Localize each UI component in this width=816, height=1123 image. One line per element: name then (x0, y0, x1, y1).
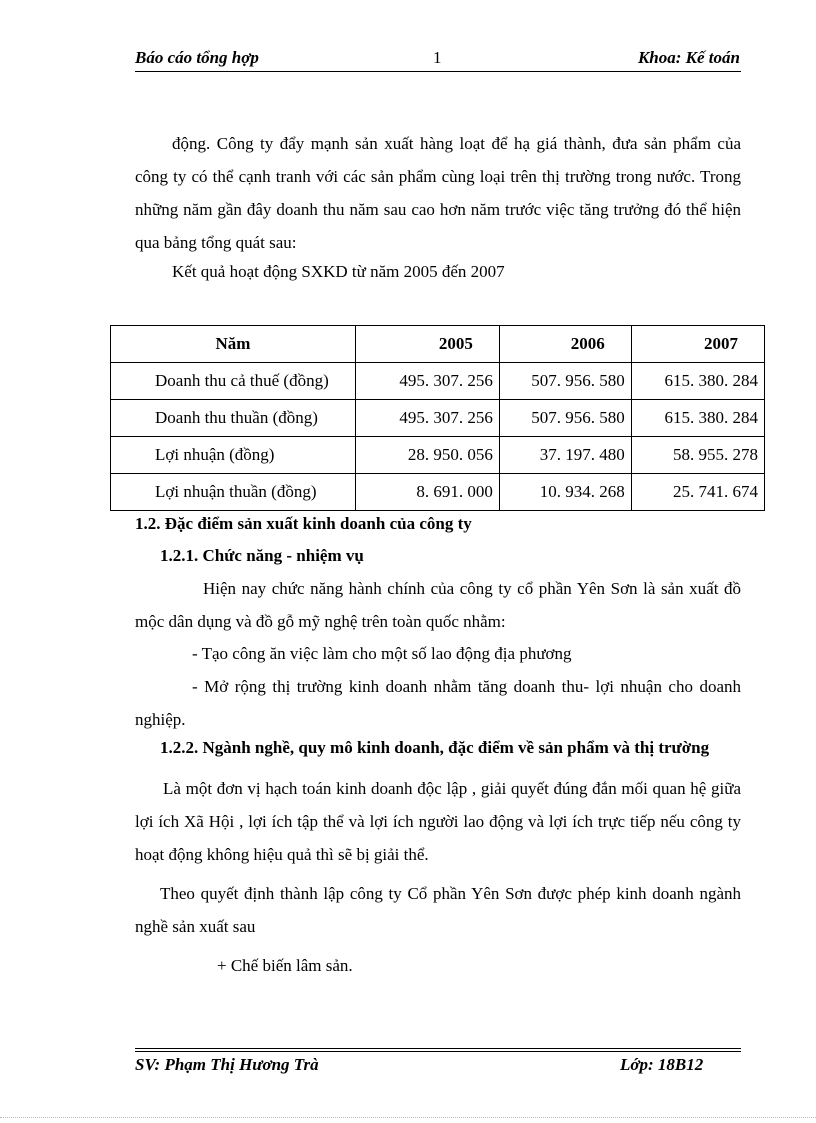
cell-2007: 25. 741. 674 (631, 474, 764, 511)
subsection-2-paragraph-1: Là một đơn vị hạch toán kinh doanh độc lập , giải quyết đúng đắn mối quan hệ giữa lợi ích Xã Hội , lợi ích tập thể và lợi ích người lao động và lợi ích trực tiếp nếu công ty hoạt động không hiệu quả thì sẽ bị giải thể. (135, 779, 741, 864)
footer-rule-inner (135, 1051, 741, 1052)
cell-2005: 495. 307. 256 (355, 363, 499, 400)
row-label: Doanh thu thuần (đồng) (111, 400, 356, 437)
cell-2007: 58. 955. 278 (631, 437, 764, 474)
header-cell-2005: 2005 (355, 326, 499, 363)
results-table (110, 325, 765, 511)
row-label: Lợi nhuận (đồng) (111, 437, 356, 474)
cell-2005: 8. 691. 000 (355, 474, 499, 511)
page-edge (0, 1117, 816, 1118)
cell-2006: 507. 956. 580 (499, 400, 631, 437)
header-cell-2006: 2006 (499, 326, 631, 363)
header-cell-year: Năm (111, 326, 356, 363)
table-row (111, 437, 765, 474)
footer-student: SV: Phạm Thị Hương Trà (135, 1055, 319, 1074)
subsection-2-paragraph-2: Theo quyết định thành lập công ty Cổ phần Yên Sơn được phép kinh doanh ngành nghề sản xuất sau (135, 884, 741, 936)
cell-2005: 28. 950. 056 (355, 437, 499, 474)
table-row (111, 474, 765, 511)
header-cell-2007: 2007 (631, 326, 764, 363)
cell-2006: 10. 934. 268 (499, 474, 631, 511)
section-title: 1.2. Đặc điểm sản xuất kinh doanh của công ty (135, 514, 472, 533)
row-label: Doanh thu cả thuế (đồng) (111, 363, 356, 400)
header-left: Báo cáo tổng hợp (135, 48, 259, 67)
list-item: + Chế biến lâm sản. (217, 956, 353, 975)
table-row (111, 400, 765, 437)
intro-paragraph: động. Công ty đẩy mạnh sản xuất hàng loạt để hạ giá thành, đưa sản phẩm của công ty có thể cạnh tranh với các sản phẩm cùng loại trên thị trường trong nước. Trong những năm gần đây doanh thu năm sau cao hơn năm trước việc tăng trưởng đó thể hiện qua bảng tổng quát sau: (135, 134, 741, 252)
footer-class: Lớp: 18B12 (620, 1055, 704, 1074)
page-number: 1 (433, 48, 442, 67)
header-right: Khoa: Kế toán (637, 48, 740, 67)
cell-2006: 37. 197. 480 (499, 437, 631, 474)
footer-rule (135, 1048, 741, 1049)
row-label: Lợi nhuận thuần (đồng) (111, 474, 356, 511)
cell-2007: 615. 380. 284 (631, 363, 764, 400)
table-caption: Kết quả hoạt động SXKD từ năm 2005 đến 2007 (172, 262, 505, 281)
bullet-1: - Tạo công ăn việc làm cho một số lao động địa phương (192, 644, 572, 663)
bullet-2: - Mở rộng thị trường kinh doanh nhằm tăng doanh thu- lợi nhuận cho doanh nghiệp. (135, 677, 741, 729)
cell-2005: 495. 307. 256 (355, 400, 499, 437)
cell-2006: 507. 956. 580 (499, 363, 631, 400)
subsection-title-1: 1.2.1. Chức năng - nhiệm vụ (160, 546, 364, 565)
table-header-row (111, 326, 765, 363)
subsection-title-2: 1.2.2. Ngành nghề, quy mô kinh doanh, đặc điểm về sản phẩm và thị trường (160, 738, 710, 757)
subsection-1-paragraph: Hiện nay chức năng hành chính của công ty cổ phần Yên Sơn là sản xuất đồ mộc dân dụng và đồ gỗ mỹ nghệ trên toàn quốc nhằm: (135, 579, 741, 631)
table-row (111, 363, 765, 400)
cell-2007: 615. 380. 284 (631, 400, 764, 437)
header-rule (135, 71, 741, 72)
